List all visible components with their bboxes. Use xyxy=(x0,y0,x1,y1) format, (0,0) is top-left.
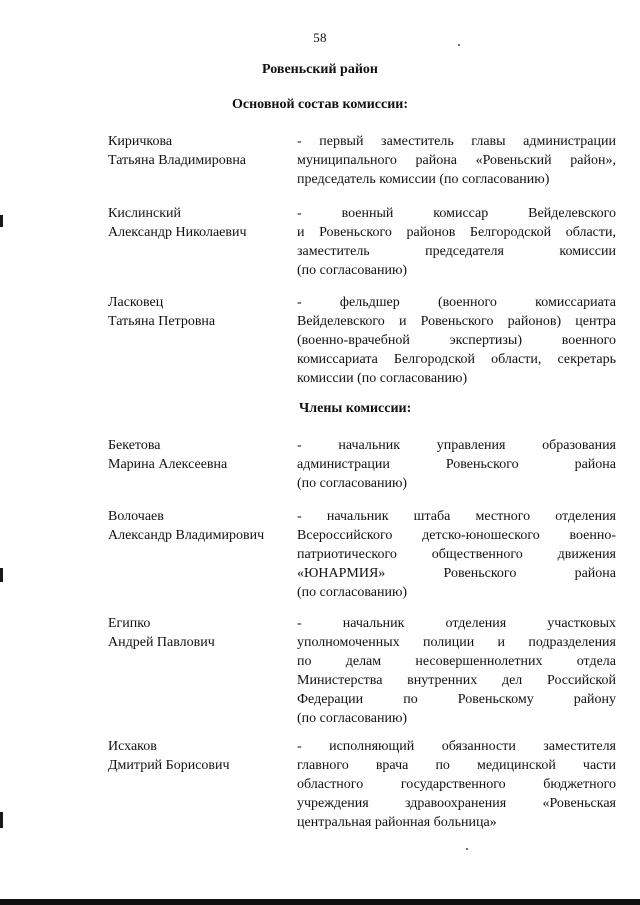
role-line: (по согласованию) xyxy=(297,711,408,726)
member-given-name: Андрей Павлович xyxy=(108,635,215,650)
role-line: комиссии (по согласованию) xyxy=(297,371,468,386)
member-role xyxy=(297,293,616,388)
role-line: (по согласованию) xyxy=(297,476,408,491)
member-name xyxy=(108,436,293,474)
role-line: заместитель председателя комиссии xyxy=(297,244,616,259)
page-number: 58 xyxy=(313,30,327,45)
member-role xyxy=(297,737,616,832)
role-line: «ЮНАРМИЯ» Ровеньского района xyxy=(297,566,616,581)
scan-edge-mark xyxy=(0,215,3,227)
members-section-title: Члены комиссии: xyxy=(299,401,412,416)
member-name xyxy=(108,132,293,170)
role-line: учреждения здравоохранения «Ровеньская xyxy=(297,796,616,811)
main-section-title: Основной состав комиссии: xyxy=(232,97,408,112)
role-line: Федерации по Ровеньскому району xyxy=(297,692,616,707)
member-name xyxy=(108,737,293,775)
district-title: Ровеньский район xyxy=(262,62,378,77)
scan-speck xyxy=(458,44,460,46)
member-role xyxy=(297,507,616,602)
member-name xyxy=(108,293,293,331)
role-line: муниципального района «Ровеньский район», xyxy=(297,153,616,168)
scan-speck xyxy=(466,848,468,850)
role-line: патриотического общественного движения xyxy=(297,547,616,562)
member-surname: Исхаков xyxy=(108,739,157,754)
role-line: - фельдшер (военного комиссариата xyxy=(297,295,616,310)
member-given-name: Марина Алексеевна xyxy=(108,457,228,472)
role-line: Вейделевского и Ровеньского районов) центра xyxy=(297,314,616,329)
member-surname: Киричкова xyxy=(108,134,173,149)
role-line: - исполняющий обязанности заместителя xyxy=(297,739,616,754)
role-line: уполномоченных полиции и подразделения xyxy=(297,635,616,650)
scan-edge-mark xyxy=(0,568,3,582)
member-surname: Кислинский xyxy=(108,206,182,221)
role-line: - первый заместитель главы администрации xyxy=(297,134,616,149)
role-line: (по согласованию) xyxy=(297,263,408,278)
member-name xyxy=(108,204,293,242)
member-role xyxy=(297,204,616,280)
role-line: (по согласованию) xyxy=(297,585,408,600)
role-line: Всероссийского детско-юношеского военно- xyxy=(297,528,616,543)
role-line: Министерства внутренних дел Российской xyxy=(297,673,616,688)
member-surname: Волочаев xyxy=(108,509,164,524)
member-role xyxy=(297,132,616,189)
member-given-name: Александр Николаевич xyxy=(108,225,247,240)
member-role xyxy=(297,436,616,493)
member-given-name: Дмитрий Борисович xyxy=(108,758,230,773)
member-given-name: Татьяна Петровна xyxy=(108,314,216,329)
role-line: председатель комиссии (по согласованию) xyxy=(297,172,550,187)
member-surname: Ласковец xyxy=(108,295,164,310)
role-line: - начальник отделения участковых xyxy=(297,616,616,631)
role-line: администрации Ровеньского района xyxy=(297,457,616,472)
member-given-name: Татьяна Владимировна xyxy=(108,153,247,168)
member-name xyxy=(108,507,293,545)
member-surname: Бекетова xyxy=(108,438,161,453)
role-line: - начальник управления образования xyxy=(297,438,616,453)
role-line: (военно-врачебной экспертизы) военного xyxy=(297,333,616,348)
role-line: областного государственного бюджетного xyxy=(297,777,616,792)
role-line: главного врача по медицинской части xyxy=(297,758,616,773)
role-line: - начальник штаба местного отделения xyxy=(297,509,616,524)
member-surname: Египко xyxy=(108,616,151,631)
member-name xyxy=(108,614,293,652)
member-role xyxy=(297,614,616,728)
role-line: и Ровеньского районов Белгородской области, xyxy=(297,225,616,240)
role-line: центральная районная больница» xyxy=(297,815,497,830)
role-line: по делам несовершеннолетних отдела xyxy=(297,654,616,669)
scan-edge-mark xyxy=(0,812,3,828)
role-line: комиссариата Белгородской области, секретарь xyxy=(297,352,616,367)
member-given-name: Александр Владимирович xyxy=(108,528,265,543)
role-line: - военный комиссар Вейделевского xyxy=(297,206,616,221)
scan-bottom-edge xyxy=(0,899,640,905)
